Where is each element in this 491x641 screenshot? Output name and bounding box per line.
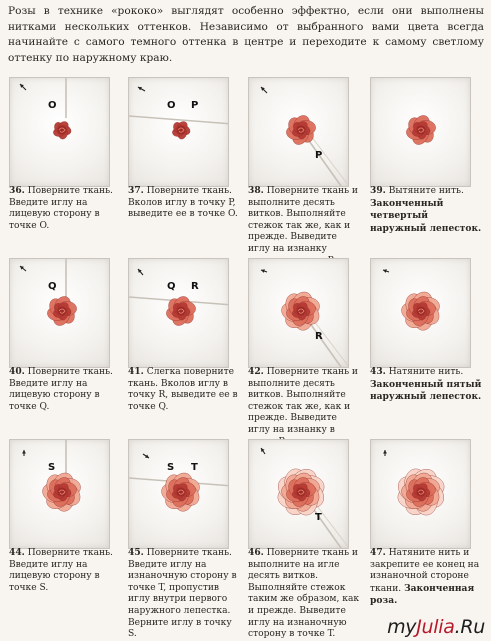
step-result: Законченная роза.: [370, 582, 475, 607]
needle: [307, 138, 341, 186]
point-label: T: [191, 462, 198, 473]
point-label: R: [315, 331, 323, 342]
step-text: Поверните ткань и выполните десять витков. Выполняйте стежок так же, как и прежде. Выведите иглу на изнанку в: [248, 367, 358, 435]
rotation-arrowhead-icon: [383, 450, 387, 454]
step-number: 44.: [9, 547, 25, 558]
point-label: S: [167, 462, 175, 473]
rose-illustration: [10, 78, 109, 186]
step-photo: [9, 77, 110, 187]
step-photo: [9, 258, 110, 368]
point-label: S: [48, 462, 56, 473]
watermark-ru: .Ru: [454, 616, 485, 638]
step-text: Вытяните нить.: [388, 186, 464, 196]
step-text: Натяните нить.: [388, 367, 464, 377]
point-label: Q: [167, 281, 176, 292]
point-label: O: [167, 100, 176, 111]
watermark: [387, 616, 485, 638]
step-text: Поверните ткань и выполните десять витков. Выполняйте стежок так же, как и прежде. Выведите иглу на изнанку: [248, 186, 358, 254]
step-number: 39.: [370, 185, 386, 196]
rose-illustration: [10, 440, 109, 548]
step-text: Слегка поверните ткань. Вколов иглу в точку R, выведите ее в точке Q.: [128, 367, 238, 412]
rose-illustration: [129, 259, 228, 367]
step-result: Законченный пятый наружный лепесток.: [370, 378, 482, 403]
needle: [307, 319, 341, 367]
step-number: 36.: [9, 185, 25, 196]
watermark-my: my: [387, 616, 417, 638]
step-number: 37.: [128, 185, 144, 196]
step-text: Поверните ткань. Введите иглу на изнаночную сторону в точке T, пропустив иглу внутри первого наружного лепестка. Верните иглу в точку S.: [128, 548, 237, 640]
step-text: Поверните ткань. Введите иглу на лицевую сторону в точке O.: [9, 186, 113, 231]
rose-illustration: [249, 259, 348, 367]
rotation-arrowhead-icon: [22, 450, 26, 454]
step-photo: [128, 77, 229, 187]
step-photo: [248, 439, 349, 549]
point-label: P: [191, 100, 199, 111]
step-text: Натяните нить и закрепите ее конец на изнаночной стороне ткани.: [370, 548, 480, 594]
step-caption: [248, 185, 360, 267]
rose-illustration: [129, 78, 228, 186]
step-photo: [128, 439, 229, 549]
step-caption: [9, 185, 121, 232]
step-photo: [248, 77, 349, 187]
step-number: 47.: [370, 547, 386, 558]
intro-paragraph: Розы в технике «рококо» выглядят особенно эффектно, если они выполнены нитками нескольких оттенков. Независимо от выбранного вами цвета всегда начинайте с самого темного оттенка в центре и переходите к самому светлому оттенку по наружному краю.: [8, 5, 484, 64]
point-label: P: [315, 150, 323, 161]
point-label: R: [191, 281, 199, 292]
rose-illustration: [371, 78, 470, 186]
step-caption: [128, 547, 240, 641]
step-text: Поверните ткань и выполните на игле десять витков. Выполняйте стежок таким же образом, как и прежде. Выведите иглу на изнаночную сторону в точке T.: [248, 548, 360, 640]
step-number: 40.: [9, 366, 25, 377]
step-number: 42.: [248, 366, 264, 377]
step-number: 43.: [370, 366, 386, 377]
step-photo: [248, 258, 349, 368]
step-caption: [128, 366, 240, 413]
step-caption: [128, 185, 240, 221]
rose-illustration: [10, 259, 109, 367]
rose-illustration: [129, 440, 228, 548]
step-caption: [9, 366, 121, 413]
step-caption: [248, 366, 360, 448]
thread: [311, 136, 348, 186]
point-label: O: [48, 100, 57, 111]
step-caption: [370, 185, 482, 235]
step-caption: [9, 547, 121, 594]
step-caption: [370, 366, 482, 404]
step-text: Поверните ткань. Вколов иглу в точку P, выведите ее в точке O.: [128, 186, 238, 220]
step-text: Поверните ткань. Введите иглу на лицевую сторону в точке Q.: [9, 367, 113, 412]
step-photo: [128, 258, 229, 368]
step-caption: [248, 547, 360, 641]
step-result: Законченный четвертый наружный лепесток.: [370, 197, 482, 234]
rose-illustration: [249, 440, 348, 548]
step-text: Поверните ткань. Введите иглу на лицевую сторону в точке S.: [9, 548, 113, 593]
step-photo: [9, 439, 110, 549]
step-number: 41.: [128, 366, 144, 377]
step-photo: [370, 439, 471, 549]
step-number: 45.: [128, 547, 144, 558]
watermark-julia: Julia: [416, 616, 455, 638]
point-label: Q: [48, 281, 57, 292]
point-label: T: [315, 512, 322, 523]
step-caption: [370, 547, 482, 608]
step-photo: [370, 77, 471, 187]
rose-illustration: [371, 440, 470, 548]
rose-illustration: [249, 78, 348, 186]
thread: [311, 317, 348, 367]
step-number: 46.: [248, 547, 264, 558]
step-number: 38.: [248, 185, 264, 196]
step-photo: [370, 258, 471, 368]
rose-illustration: [371, 259, 470, 367]
